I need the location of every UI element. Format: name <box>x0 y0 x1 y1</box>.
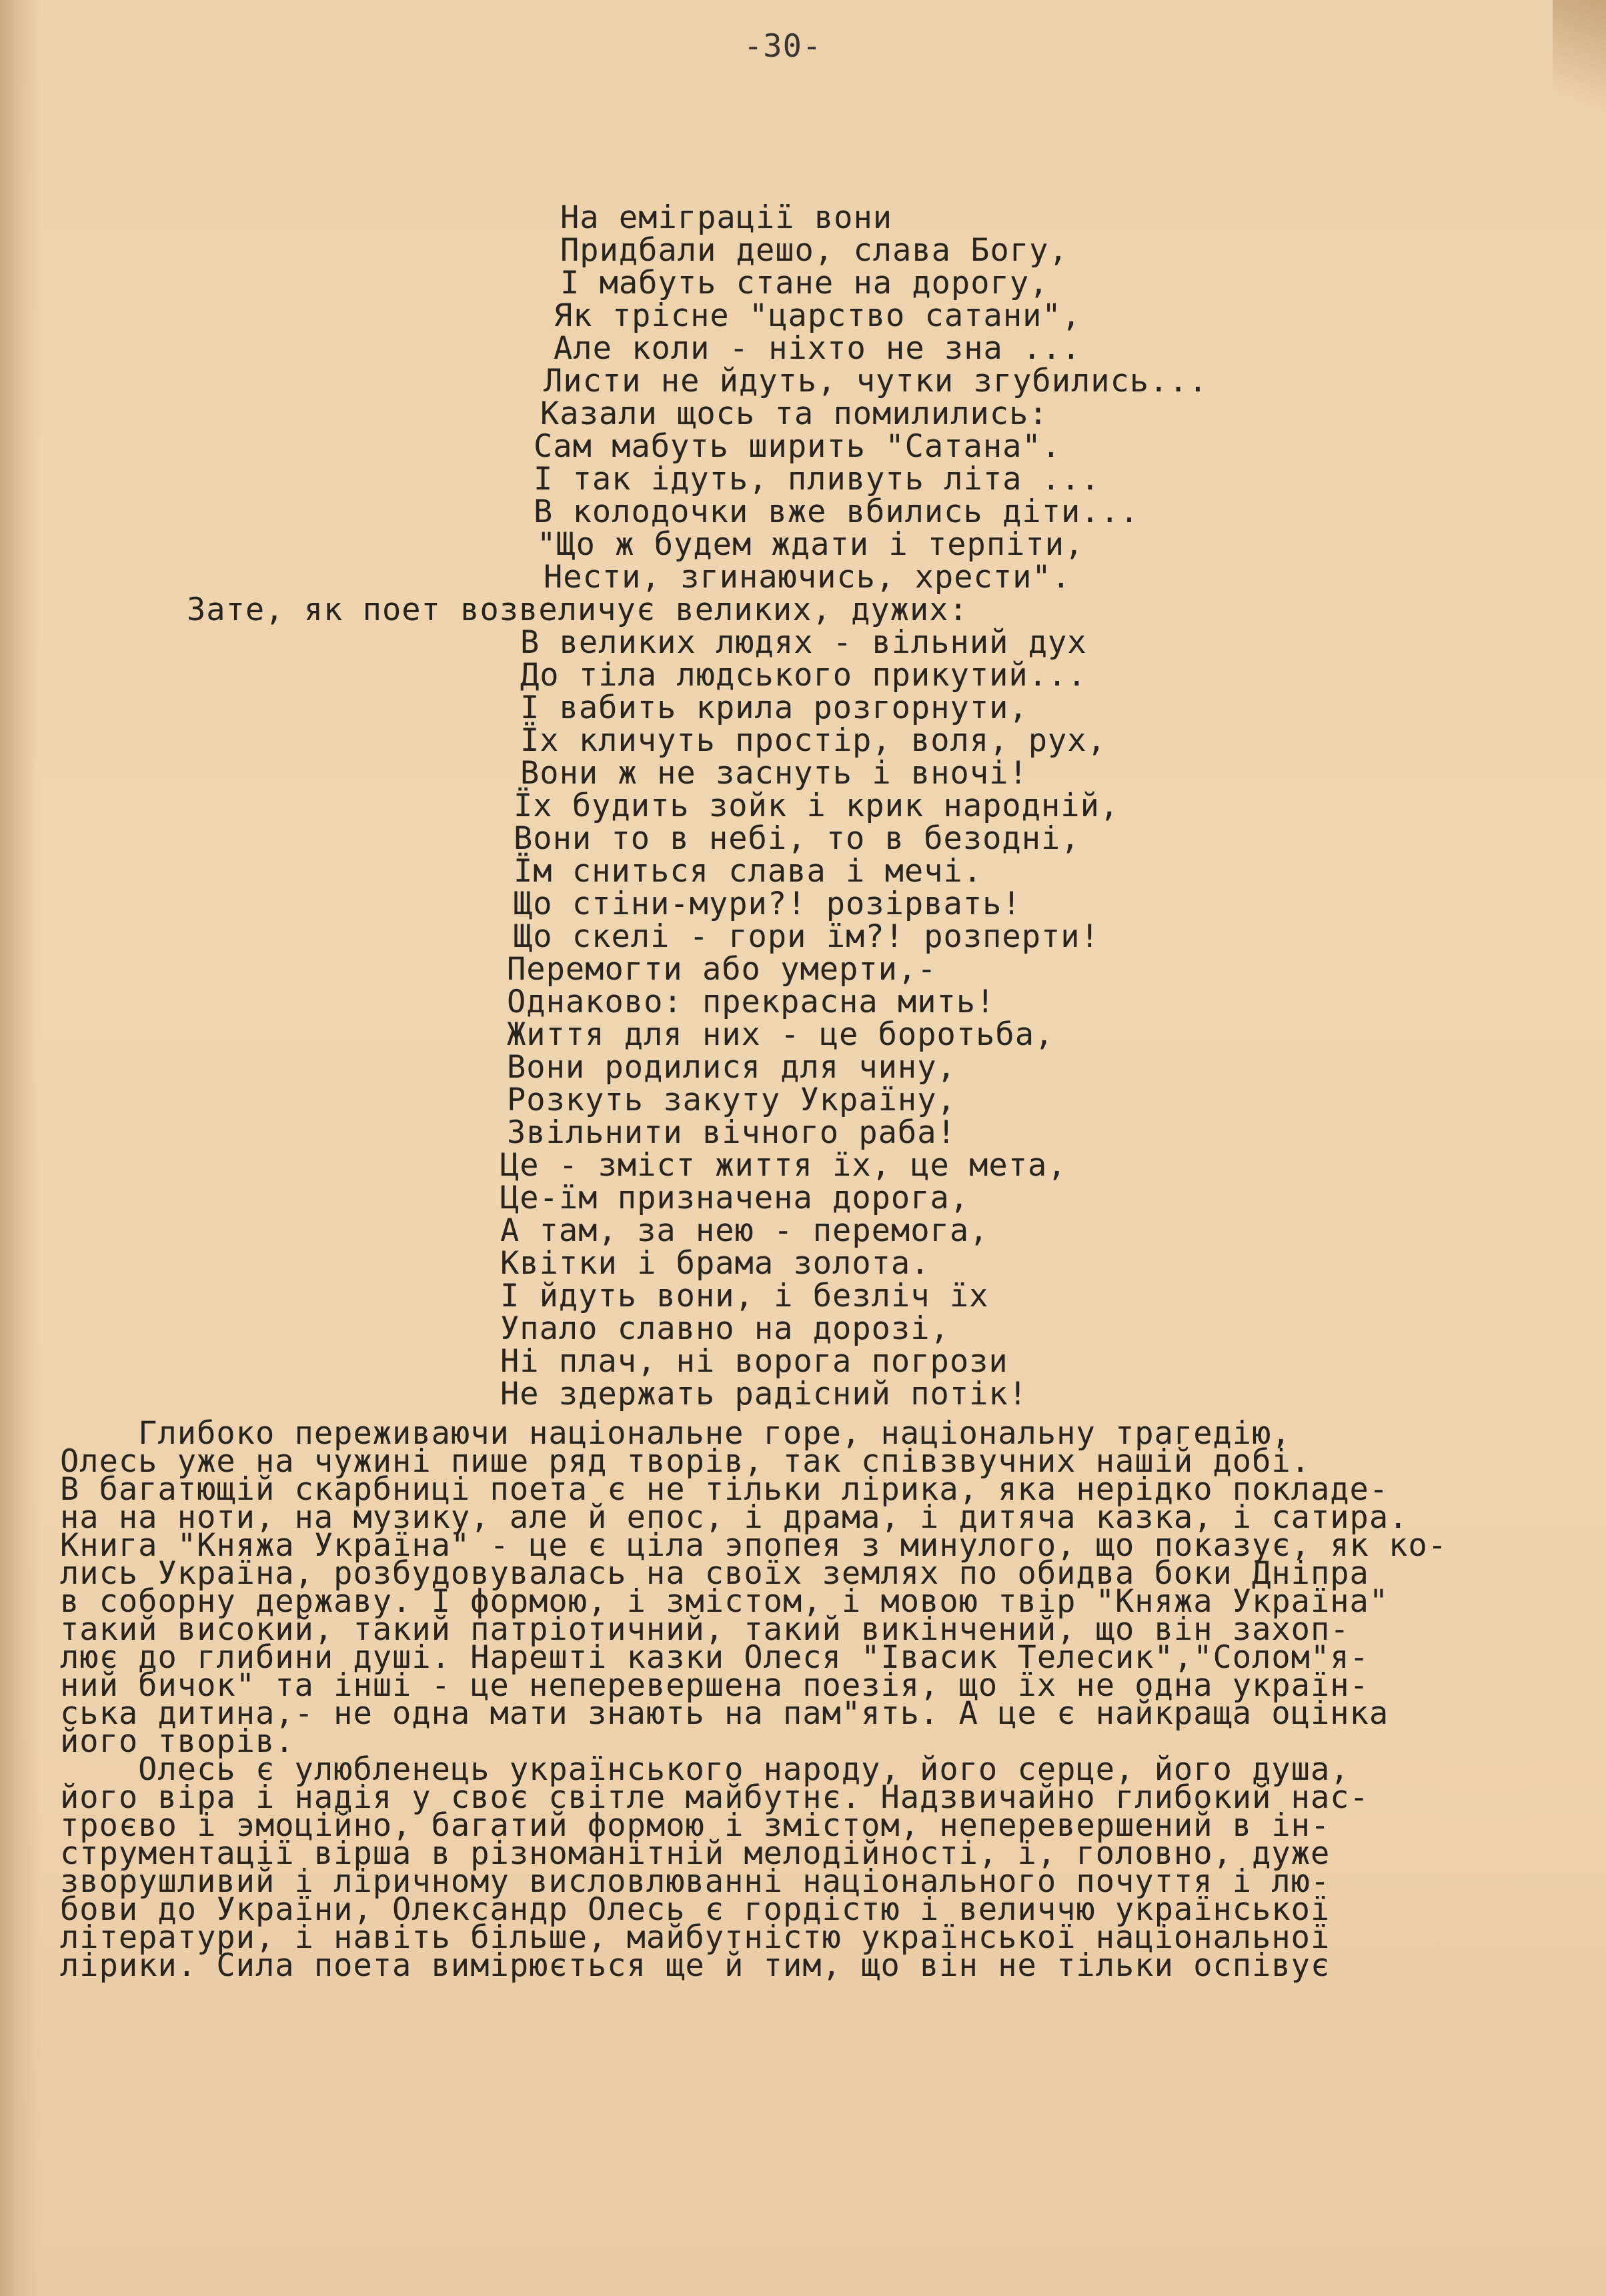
poem-line: Вони ж не заснуть і вночі! <box>520 755 1028 792</box>
poem-line: Зате, як поет возвеличує великих, дужих: <box>187 592 968 628</box>
poem-line: Їх кличуть простір, воля, рух, <box>520 722 1106 759</box>
prose-line: Книга "Княжа Україна" - це є ціла эпопея з минулого, що показує, як ко- <box>60 1527 1448 1564</box>
prose-line: в соборну державу. І формою, і змістом, і мовою твір "Княжа Україна" <box>60 1583 1389 1620</box>
poem-line: Не здержать радісний потік! <box>500 1376 1028 1412</box>
prose-line: його віра і надія у своє світле майбутнє. Надзвичайно глибокий нас- <box>60 1779 1369 1816</box>
poem-line: Звільнити вічного раба! <box>507 1114 956 1151</box>
poem-line: Однаково: прекрасна мить! <box>507 984 996 1020</box>
prose-line: Глибоко переживаючи національне горе, національну трагедію, <box>60 1415 1291 1452</box>
prose-line: його творів. <box>60 1723 295 1760</box>
poem-line: Сам мабуть ширить "Сатана". <box>534 428 1062 465</box>
poem-line: Це-їм призначена дорога, <box>500 1180 970 1216</box>
poem-line: Упало славно на дорозі, <box>500 1310 950 1347</box>
poem-line: І мабуть стане на дорогу, <box>560 265 1049 301</box>
poem-line: Придбали дешо, слава Богу, <box>560 232 1068 269</box>
poem-line: Їм сниться слава і мечі. <box>514 853 983 890</box>
page-number: -30- <box>744 28 822 65</box>
poem-line: Казали щось та помилились: <box>540 395 1048 432</box>
poem-line: Листи не йдуть, чутки згубились... <box>544 363 1209 399</box>
poem-line: Нести, згинаючись, хрести". <box>544 559 1072 596</box>
prose-line: бови до України, Олександр Олесь є гордістю і величчю української <box>60 1891 1331 1928</box>
corner-tear <box>1553 0 1606 147</box>
prose-line: струментації вірша в різноманітній мелодійності, і, головно, дуже <box>60 1835 1331 1872</box>
prose-line: на на ноти, на музику, але й епос, і драма, і дитяча казка, і сатира. <box>60 1499 1409 1536</box>
prose-line: лірики. Сила поета вимірюється ще й тим, що він не тільки оспівує <box>60 1947 1331 1984</box>
poem-line: І йдуть вони, і безліч їх <box>500 1278 989 1314</box>
poem-line: Квітки і брама золота. <box>500 1245 930 1282</box>
prose-line: троєво і эмоційно, багатий формою і змістом, неперевершений в ін- <box>60 1807 1331 1844</box>
poem-line: В великих людях - вільний дух <box>520 624 1087 661</box>
prose-line: літератури, і навіть більше, майбутністю української національної <box>60 1919 1331 1956</box>
paper-edge-shadow <box>0 0 40 2296</box>
poem-line: Що стіни-мури?! розірвать! <box>514 886 1022 922</box>
poem-line: Їх будить зойк і крик народній, <box>514 788 1120 824</box>
poem-line: Перемогти або умерти,- <box>507 951 937 988</box>
prose-line: Олесь є улюбленець українського народу, його серце, його душа, <box>60 1751 1350 1788</box>
poem-line: До тіла людського прикутий... <box>520 657 1087 694</box>
poem-line: І так ідуть, пливуть літа ... <box>534 461 1100 497</box>
poem-line: Життя для них - це боротьба, <box>507 1016 1054 1053</box>
poem-line: "Що ж будем ждати і терпіти, <box>537 526 1084 563</box>
poem-line: Але коли - ніхто не зна ... <box>554 330 1082 367</box>
poem-block <box>187 199 1209 1412</box>
prose-line: Олесь уже на чужині пише ряд творів, так співзвучних нашій добі. <box>60 1443 1311 1480</box>
poem-line: Вони то в небі, то в безодні, <box>514 820 1080 857</box>
poem-line: На еміграції вони <box>560 199 893 236</box>
poem-line: А там, за нею - перемога, <box>500 1212 989 1249</box>
prose-block <box>60 1415 1448 1984</box>
prose-line: зворушливий і ліричному висловлюванні національного почуття і лю- <box>60 1863 1331 1900</box>
poem-line: Як трісне "царство сатани", <box>554 297 1082 334</box>
prose-line: лює до глибини душі. Нарешті казки Олеся "Івасик Телесик","Солом"я- <box>60 1639 1369 1676</box>
prose-line: такий високий, такий патріотичний, такий викінчений, що він захоп- <box>60 1611 1350 1648</box>
poem-line: І вабить крила розгорнути, <box>520 690 1028 726</box>
poem-line: Що скелі - гори їм?! розперти! <box>514 918 1100 955</box>
prose-line: ний бичок" та інші - це неперевершена поезія, що їх не одна україн- <box>60 1667 1369 1704</box>
poem-line: Розкуть закуту Україну, <box>507 1082 956 1118</box>
prose-line: ська дитина,- не одна мати знають на пам"ять. А це є найкраща оцінка <box>60 1695 1389 1732</box>
poem-line: Вони родилися для чину, <box>507 1049 956 1086</box>
prose-line: лись Україна, розбудовувалась на своїх землях по обидва боки Дніпра <box>60 1555 1369 1592</box>
poem-line: В колодочки вже вбились діти... <box>534 493 1140 530</box>
poem-line: Це - зміст життя їх, це мета, <box>500 1147 1067 1184</box>
poem-line: Ні плач, ні ворога погрози <box>500 1343 1008 1380</box>
prose-line: В багатющій скарбниці поета є не тільки лірика, яка нерідко покладе- <box>60 1471 1389 1508</box>
